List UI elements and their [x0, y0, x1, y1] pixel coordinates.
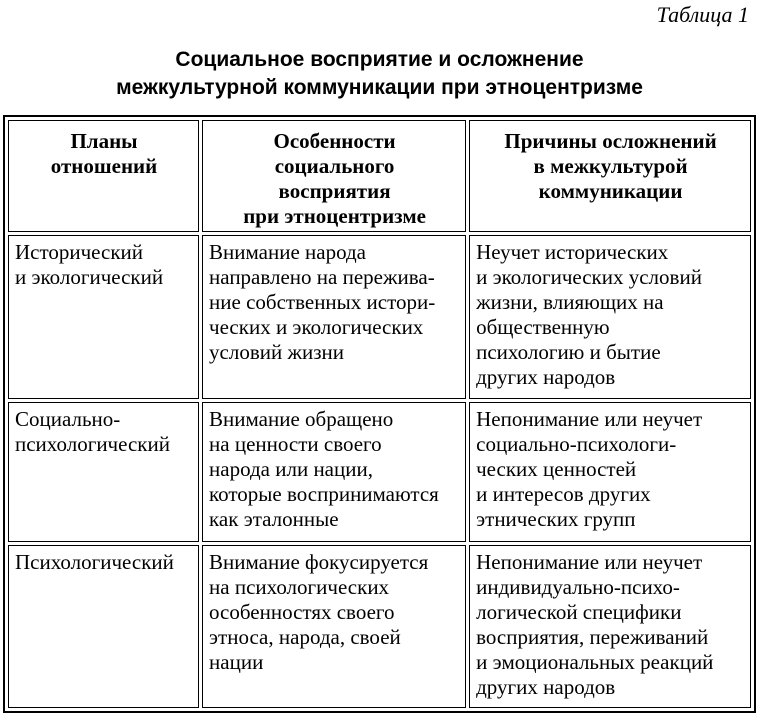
- cell-text-line: этнических групп: [476, 507, 636, 531]
- cell-text-line: на психологических: [209, 575, 390, 599]
- header-causes: [469, 120, 751, 232]
- cell-text-line: Внимание фокусируется: [209, 550, 429, 574]
- cell-text-line: психологический: [15, 432, 170, 456]
- table-row: [8, 545, 751, 708]
- cell-text-line: логической специфики: [476, 600, 682, 624]
- header-plans: [8, 120, 199, 232]
- table-number: Таблица 1: [656, 2, 749, 27]
- cell-text-line: Исторический: [15, 240, 144, 264]
- cell-text-line: Неучет исторических: [476, 240, 669, 264]
- table-row: [8, 402, 751, 542]
- cell-text-line: других народов: [476, 675, 616, 699]
- cell-text-line: Непонимание или неучет: [476, 550, 703, 574]
- table-title-line-2: межкультурной коммуникации при этноцентризме: [116, 76, 643, 99]
- cell-text-line: нации: [209, 650, 264, 674]
- cell-text-line: условий жизни: [209, 340, 344, 364]
- cell-text-line: Психологический: [15, 550, 174, 574]
- cell-text-line: общественную: [476, 315, 610, 339]
- cell-text-line: Внимание народа: [209, 240, 366, 264]
- header-perception: [202, 120, 466, 232]
- cell-text-line: и эмоциональных реакций: [476, 650, 714, 674]
- data-table: [3, 115, 756, 713]
- cell-text-line: народа или нации,: [209, 457, 373, 481]
- cell-plan: [8, 545, 199, 708]
- cell-text-line: особенностях своего: [209, 600, 395, 624]
- header-text-line: отношений: [50, 154, 158, 178]
- header-text-line: Причины осложнений: [504, 129, 717, 153]
- cell-text-line: ние собственных истори-: [209, 290, 436, 314]
- table-title-line-1: Социальное восприятие и осложнение: [175, 48, 584, 71]
- cell-text-line: Социально-: [15, 407, 121, 431]
- table-row: [8, 235, 751, 399]
- cell-text-line: этноса, народа, своей: [209, 625, 401, 649]
- cell-text-line: которые воспринимаются: [209, 482, 439, 506]
- cell-text-line: и экологический: [15, 265, 164, 289]
- header-text-line: Особенности: [273, 129, 396, 153]
- cell-perception: [202, 545, 466, 708]
- header-text-line: социального: [274, 154, 395, 178]
- cell-text-line: индивидуально-психо-: [476, 575, 680, 599]
- header-text-line: Планы: [70, 129, 138, 153]
- cell-plan: [8, 402, 199, 542]
- cell-text-line: и экологических условий: [476, 265, 702, 289]
- cell-text-line: на ценности своего: [209, 432, 382, 456]
- cell-text-line: ческих и экологических: [209, 315, 424, 339]
- cell-text-line: психологию и бытие: [476, 340, 661, 364]
- header-row: [8, 120, 751, 232]
- cell-text-line: направлено на пережива-: [209, 265, 435, 289]
- cell-causes: [469, 402, 751, 542]
- cell-plan: [8, 235, 199, 399]
- header-text-line: в межкультурой: [533, 154, 688, 178]
- header-text-line: при этноцентризме: [243, 204, 426, 228]
- cell-text-line: жизни, влияющих на: [476, 290, 664, 314]
- cell-text-line: других народов: [476, 365, 616, 389]
- cell-text-line: Непонимание или неучет: [476, 407, 703, 431]
- cell-text-line: как эталонные: [209, 507, 339, 531]
- cell-perception: [202, 402, 466, 542]
- cell-text-line: ческих ценностей: [476, 457, 637, 481]
- header-text-line: коммуникации: [538, 179, 683, 203]
- cell-text-line: Внимание обращено: [209, 407, 394, 431]
- cell-causes: [469, 235, 751, 399]
- cell-perception: [202, 235, 466, 399]
- header-text-line: восприятия: [278, 179, 391, 203]
- cell-text-line: и интересов других: [476, 482, 651, 506]
- cell-text-line: восприятия, переживаний: [476, 625, 709, 649]
- cell-causes: [469, 545, 751, 708]
- cell-text-line: социально-психологи-: [476, 432, 677, 456]
